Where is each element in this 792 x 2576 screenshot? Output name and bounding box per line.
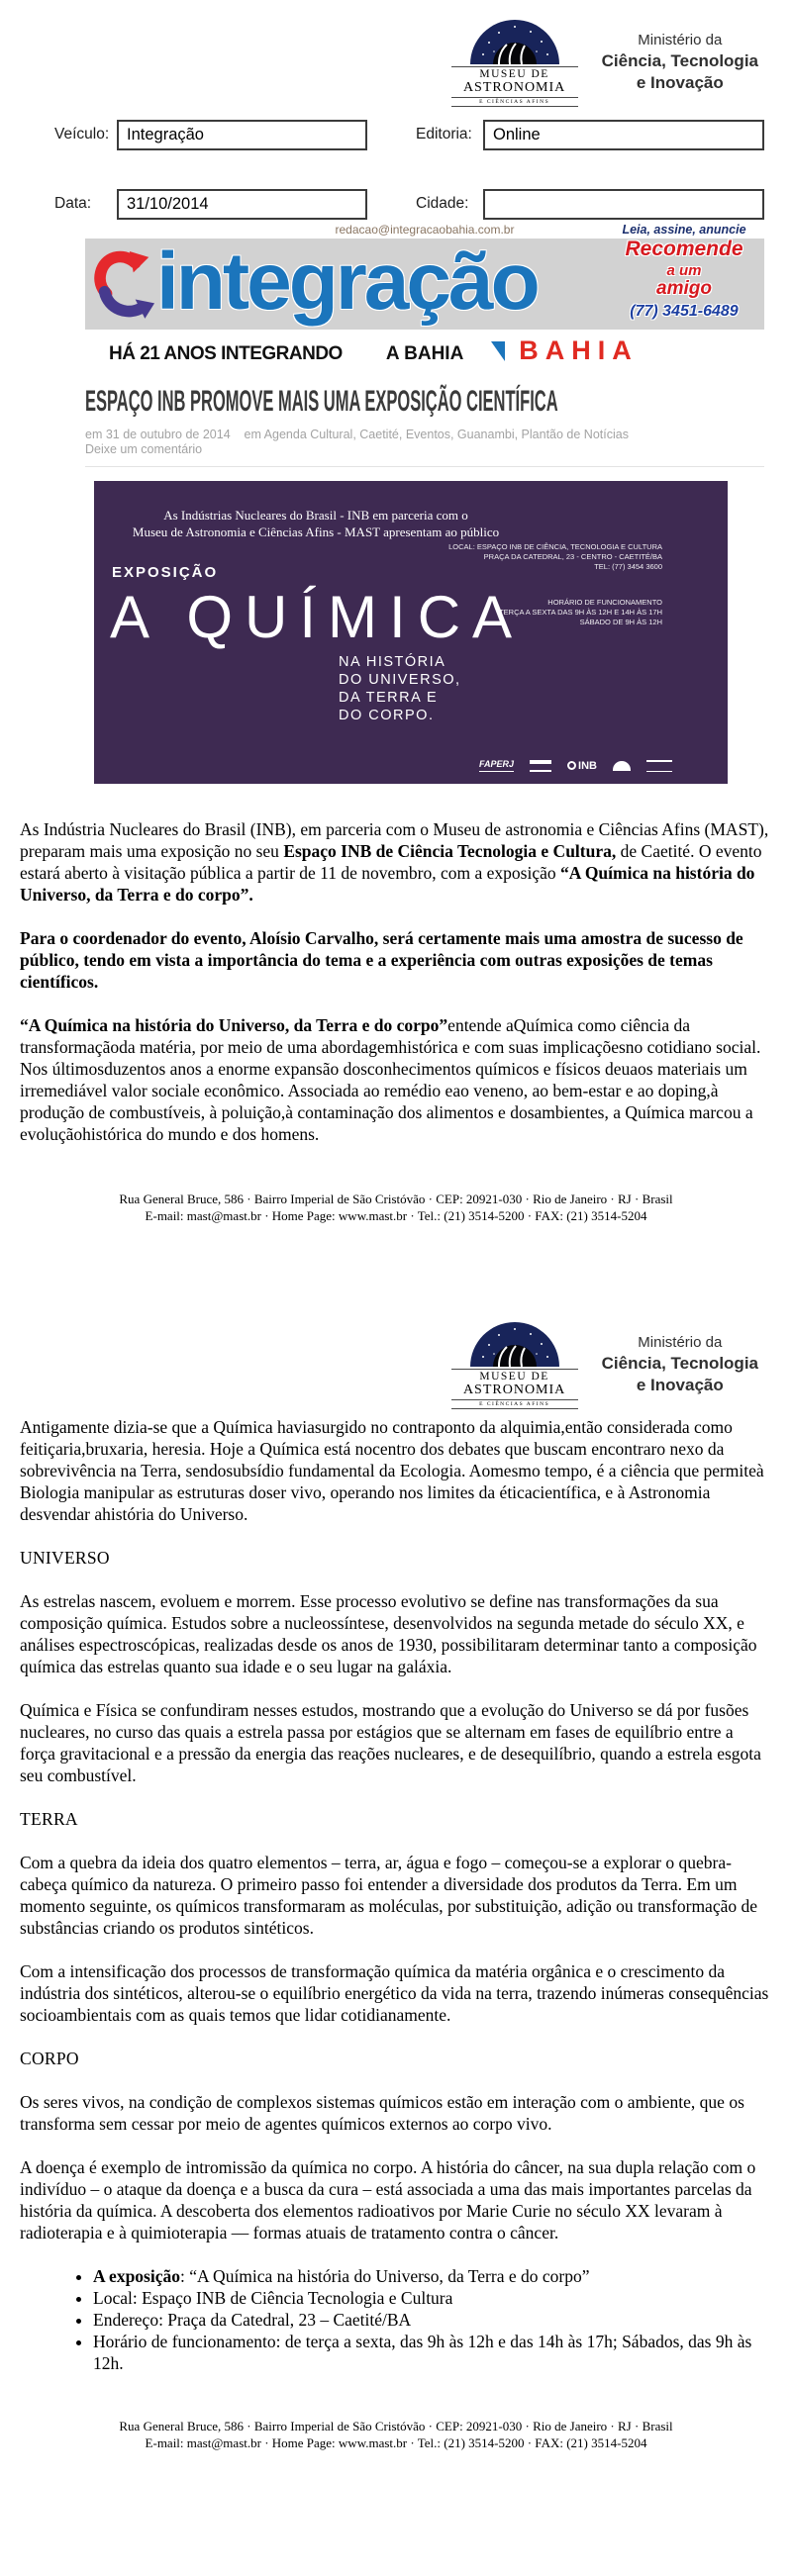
poster-hours-line2: TERÇA A SEXTA DAS 9H ÀS 12H E 14H ÀS 17H — [499, 608, 662, 617]
mast-logo-text-line2: ASTRONOMIA — [462, 79, 566, 95]
editoria-label: Editoria: — [416, 126, 472, 143]
poster-subtitle — [339, 653, 461, 724]
paragraph-1: As Indústria Nucleares do Brasil (INB), em parceria com o Museu de astronomia e Ciências Afins (MAST), preparam mais uma exposição no seu Espaço INB de Ciência Tecnologia e Cultura, de Caetité. O evento estará aberto à visitação pública a partir de 11 de novembro, com a exposição “A Química na história do Universo, da Terra e do corpo”. — [20, 819, 769, 905]
paragraph-9: Os seres vivos, na condição de complexos sistemas químicos estão em interação com o ambiente, que os transforma sem cessar por meio de agentes químicos externos ao corpo vivo. — [20, 2092, 744, 2134]
promo-subscribe-text: Leia, assine, anuncie — [622, 223, 746, 237]
form-row-1 — [54, 119, 792, 150]
paragraph-5: As estrelas nascem, evoluem e morrem. Esse processo evolutivo se define nas transformações da sua composição química. Estudos sobre a nucleossíntese, desenvolvidos na segunda metade do século XX, e análises espectroscópicas, realizadas desde os anos de 1930, possibilitaram determinar tanto a composição química das estrelas quanto sua idade e o seu lugar na galáxia. — [20, 1591, 757, 1676]
ministry-line1: Ministério da — [638, 1334, 723, 1352]
article-headline: ESPAÇO INB PROMOVE MAIS UMA EXPOSIÇÃO CIENTÍFICA — [85, 385, 558, 418]
poster-location-line2: PRAÇA DA CATEDRAL, 23 - CENTRO - CAETITÉ/BA — [483, 552, 662, 561]
tagline-mid: A BAHIA — [385, 343, 464, 364]
mast-mini-dome-icon — [613, 761, 631, 771]
tagline-left: HÁ 21 ANOS INTEGRANDO — [109, 343, 343, 364]
inb-logo — [567, 760, 597, 772]
poster-subtitle-line3: DA TERRA E — [339, 690, 439, 706]
poster-title: A QUÍMICA — [110, 584, 525, 650]
web-clipping — [85, 223, 764, 784]
list-item-exposicao: • A exposição: “A Química na história do Universo, da Terra e do corpo” — [93, 2265, 770, 2287]
promo-block — [606, 224, 762, 321]
ministry-mini-logo-icon — [646, 760, 672, 772]
form-row-2 — [54, 188, 792, 220]
ministry-logo — [602, 1333, 758, 1396]
mast-logo — [451, 19, 578, 107]
page2-footer — [0, 2418, 792, 2471]
tagline-bahia: BAHIA — [519, 335, 639, 365]
mast-logo-text-line3: E CIÊNCIAS AFINS — [451, 1399, 578, 1409]
faperj-logo: FAPERJ — [479, 759, 514, 772]
poster-intro-line2: Museu de Astronomia e Ciências Afins - MAST apresentam ao público — [132, 525, 500, 539]
integracao-wordmark: integração — [156, 237, 538, 327]
veiculo-label: Veículo: — [54, 126, 110, 143]
paragraph-10: A doença é exemplo de intromissão da química no corpo. A história do câncer, na sua dupla relação com o indivíduo – o ataque da doença e a busca da cura – está associada a uma das mais importantes parcelas da história da química. A descoberta dos elementos radioativos por Marie Curie no século XX levaram à radioterapia e à quimioterapia — formas atuais de tratamento contra o câncer. — [20, 2157, 756, 2242]
redaction-email: redacao@integracaobahia.com.br — [335, 223, 515, 237]
clipping-metadata-form — [0, 119, 792, 220]
cidade-label: Cidade: — [416, 195, 469, 212]
meta-divider — [85, 466, 764, 467]
paragraph-7: Com a quebra da ideia dos quatro elementos – terra, ar, água e fogo – começou-se a explorar o quebra-cabeça químico da natureza. O primeiro passo foi entender a diversidade dos produtos da Terra. Em um momento seguinte, os químicos transformaram as moléculas, por substituição, adição ou transformação de substâncias criando os produtos sintéticos. — [20, 1853, 758, 1938]
mast-logo-text-line3: E CIÊNCIAS AFINS — [451, 97, 578, 107]
page1-footer — [0, 1191, 792, 1224]
list-item-local: • Local: Espaço INB de Ciência Tecnologia e Cultura — [93, 2287, 770, 2309]
banner-phone-number: (77) 3451-6489 — [630, 302, 739, 320]
inb-logo-text: INB — [578, 759, 597, 772]
poster-partner-logos — [479, 759, 672, 772]
mast-logo — [451, 1321, 578, 1409]
comment-link[interactable]: Deixe um comentário — [85, 442, 203, 456]
footer-contact: E-mail: mast@mast.br · Home Page: www.mast.br · Tel.: (21) 3514-5200 · FAX: (21) 3514-5204 — [145, 2435, 647, 2450]
paragraph-8: Com a intensificação dos processos de transformação química da matéria orgânica e o crescimento da indústria dos sintéticos, alterou-se o equilíbrio energético da vida na terra, trazendo inúmeras consequências socioambientais com as quais temos que lidar cotidianamente. — [20, 1961, 769, 2025]
article-body-page2 — [20, 1416, 770, 2374]
footer-address: Rua General Bruce, 586 · Bairro Imperial de São Cristóvão · CEP: 20921-030 · Rio de Janeiro · RJ · Brasil — [119, 2419, 673, 2433]
article-meta: em 31 de outubro de 2014 em Agenda Cultural, Caetité, Eventos, Guanambi, Plantão de Notícias — [85, 428, 629, 441]
article-body-page1 — [20, 818, 770, 1145]
integracao-logo — [93, 237, 538, 328]
exhibition-info-list — [20, 2265, 770, 2374]
poster-location-line1: LOCAL: ESPAÇO INB DE CIÊNCIA, TECNOLOGIA E CULTURA — [448, 542, 662, 551]
ministry-line1: Ministério da — [638, 32, 723, 49]
document-header-page2 — [0, 1319, 792, 1410]
exhibition-poster — [94, 481, 728, 784]
mast-logo-text-line1: MUSEU DE — [451, 1369, 578, 1383]
poster-location-block — [448, 542, 662, 572]
poster-hours-line3: SÁBADO DE 9H ÀS 12H — [579, 618, 662, 626]
mast-logo-text-line1: MUSEU DE — [451, 66, 578, 80]
poster-intro-line1: As Indústrias Nucleares do Brasil - INB em parceria com o — [163, 508, 468, 523]
promo-recommend-line1[interactable]: Recomende — [625, 238, 743, 261]
poster-location-line3: TEL: (77) 3454 3600 — [594, 562, 662, 571]
poster-exposicao-label: EXPOSIÇÃO — [112, 564, 219, 581]
ministry-line2: Ciência, Tecnologia — [601, 50, 758, 70]
footer-address: Rua General Bruce, 586 · Bairro Imperial de São Cristóvão · CEP: 20921-030 · Rio de Janeiro · RJ · Brasil — [119, 1192, 673, 1206]
logo-cedilla-accent-icon — [491, 341, 505, 361]
poster-subtitle-line1: NA HISTÓRIA — [339, 654, 446, 670]
section-heading-universo: UNIVERSO — [20, 1548, 110, 1568]
list-item-endereco: • Endereço: Praça da Catedral, 23 – Caetité/BA — [93, 2309, 770, 2331]
ministry-logo — [602, 31, 758, 94]
data-label: Data: — [54, 195, 92, 212]
veiculo-field[interactable]: Integração — [117, 120, 367, 150]
section-heading-corpo: CORPO — [20, 2049, 79, 2068]
paragraph-2: Para o coordenador do evento, Aloísio Carvalho, será certamente mais uma amostra de sucesso de público, tendo em vista a importância do tema e a experiência com outras exposições de temas científicos. — [20, 928, 743, 992]
mast-dome-icon — [469, 1321, 560, 1368]
list-item-horario: • Horário de funcionamento: de terça a sexta, das 9h às 12h e das 14h às 17h; Sábados, das 9h às 12h. — [93, 2331, 770, 2374]
promo-recommend-line2[interactable]: a um — [666, 262, 702, 280]
poster-hours-line1: HORÁRIO DE FUNCIONAMENTO — [547, 598, 662, 607]
inb-ring-icon — [567, 761, 576, 770]
footer-contact: E-mail: mast@mast.br · Home Page: www.mast.br · Tel.: (21) 3514-5200 · FAX: (21) 3514-5204 — [145, 1208, 647, 1223]
data-field[interactable]: 31/10/2014 — [117, 189, 367, 220]
poster-intro — [108, 507, 524, 540]
editoria-field[interactable]: Online — [483, 120, 764, 150]
poster-subtitle-line4: DO CORPO. — [339, 708, 435, 723]
integracao-swirl-icon — [93, 244, 156, 324]
ministry-line3: e Inovação — [636, 72, 724, 92]
promo-recommend-line3[interactable]: amigo — [656, 277, 712, 299]
partner-bars-logo-icon — [530, 760, 551, 772]
ministry-line3: e Inovação — [636, 1375, 724, 1394]
mast-logo-text-line2: ASTRONOMIA — [462, 1382, 566, 1397]
paragraph-3: “A Química na história do Universo, da Terra e do corpo”entende aQuímica como ciência da transformaçãoda matéria, por meio de uma abordagemhistórica e com suas implicaçõesno cotidiano social. Nos últimosduzentos anos a enorme expansão dosconhecimentos químicos e físicos deuaos materiais um irremediável valor sociale econômico. Associada ao remédio eao veneno, ao bem-estar e ao doping,à produção de combustíveis, à poluição,à contaminação dos alimentos e dosambientes, a Química marcou a evoluçãohistórica do mundo e dos homens. — [20, 1015, 761, 1144]
document-header — [0, 0, 792, 107]
paragraph-6: Química e Física se confundiram nesses estudos, mostrando que a evolução do Universo se dá por fusões nucleares, no curso das quais a estrela passa por estágios que se alternam em fases de equilíbrio entre a força gravitacional e a pressão da energia das reações nucleares, e de desequilíbrio, quando a estrela esgota seu combustível. — [20, 1700, 761, 1785]
mast-dome-icon — [469, 19, 560, 65]
banner-tagline — [85, 335, 764, 366]
cidade-field[interactable] — [483, 189, 764, 220]
paragraph-4: Antigamente dizia-se que a Química haviasurgido no contraponto da alquimia,então considerada como feitiçaria,bruxaria, heresia. Hoje a Química está nocentro dos debates que buscam encontraro nexo da sobrevivência na Terra, sendosubsídio fundamental da Ecologia. Aomesmo tempo, é a ciência que permiteà Biologia manipular as estruturas doser vivo, operando nos limites da éticacientífica, e à Astronomia desvendar ahistória do Universo. — [20, 1417, 764, 1524]
ministry-line2: Ciência, Tecnologia — [601, 1353, 758, 1373]
poster-subtitle-line2: DO UNIVERSO, — [339, 672, 461, 688]
section-heading-terra: TERRA — [20, 1809, 78, 1829]
